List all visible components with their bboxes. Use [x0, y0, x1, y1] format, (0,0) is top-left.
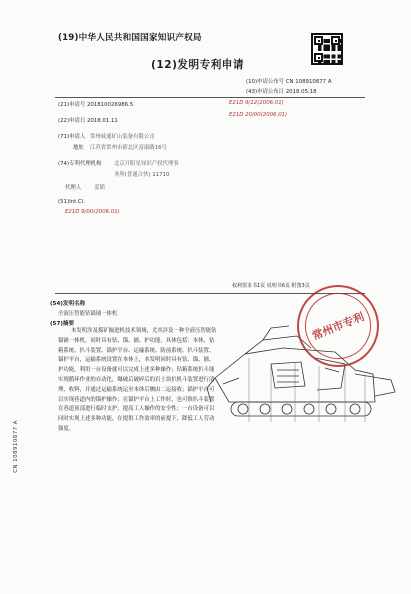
qr-code-icon	[311, 33, 343, 65]
agency-label: (74)专利代理机构	[58, 161, 102, 167]
intcl-code-3: E21D 20/00(2006.01)	[229, 112, 288, 118]
abstract-heading: (57)摘要	[50, 321, 75, 327]
abstract-text: 本发明涉及煤矿掘进机技术领域，尤其涉及一种全液压智能钻锚铺一体机，同时具有钻、锚、铺、护功能，具体包括：本体、钻箱系统、扒斗装置、锚护平台、运输系统、防前系统、扒斗装置、锚护平台，运输系统设置在本体上，本发明同时具有钻、锚、铺、护功能，利用一台设备就可以完成上述多种操作；钻箱系统扒斗能实现循环作业的自动化，爆破后破碎后的岩土块扒机斗装置进行清理、收料，并通过运输系统运至本体后侧由二运接收；锚护平台可以实现巷道内的锚护操作；在锚护平台上工作时，也可推扒斗装置在巷道顶部进行临时支护，提高工人操作的安全性；一台设备可以同时实现上述多种功能，在提供工作效率的前提下，降低工人劳动强度。	[58, 328, 217, 432]
intcl-label: (51)Int.Cl.	[58, 199, 85, 205]
address: 江苏省常州市新北区富康路16号	[90, 145, 167, 151]
agency-line-1: 北京开阳星知识产权代理事	[114, 161, 179, 167]
publication-number: (10)申请公布号 CN 108910877 A	[246, 79, 332, 85]
side-publication-number: CN 108910877 A	[13, 420, 19, 473]
applicant-label: (71)申请人	[58, 134, 86, 140]
agent-label: 代理人	[65, 185, 82, 191]
agency-line-2: 务所(普通合伙) 11710	[114, 172, 170, 178]
agent-name: 姜韬	[94, 185, 105, 191]
invention-title: 全液压智能钻锚铺一体机	[58, 311, 118, 317]
intcl-code-2: E21D 9/12(2006.01)	[229, 100, 284, 106]
filing-date: (22)申请日 2018.01.11	[58, 118, 118, 124]
intcl-code-1: E21D 9/00(2006.01)	[65, 209, 120, 215]
page-counts: 权利要求书1页 说明书6页 附图3页	[232, 283, 310, 289]
address-label: 地址	[73, 145, 84, 151]
seal-text: 常州市专利	[310, 310, 367, 343]
invention-title-heading: (54)发明名称	[50, 301, 86, 307]
application-number: (21)申请号 201810026986.5	[58, 102, 134, 108]
publication-date: (43)申请公布日 2018.05.18	[246, 89, 317, 95]
header-divider	[55, 97, 365, 98]
document-type-title: (12)发明专利申请	[151, 59, 244, 71]
applicant-name: 常州威通矿山装备有限公司	[90, 134, 155, 140]
office-title: (19)中华人民共和国国家知识产权局	[58, 33, 202, 43]
